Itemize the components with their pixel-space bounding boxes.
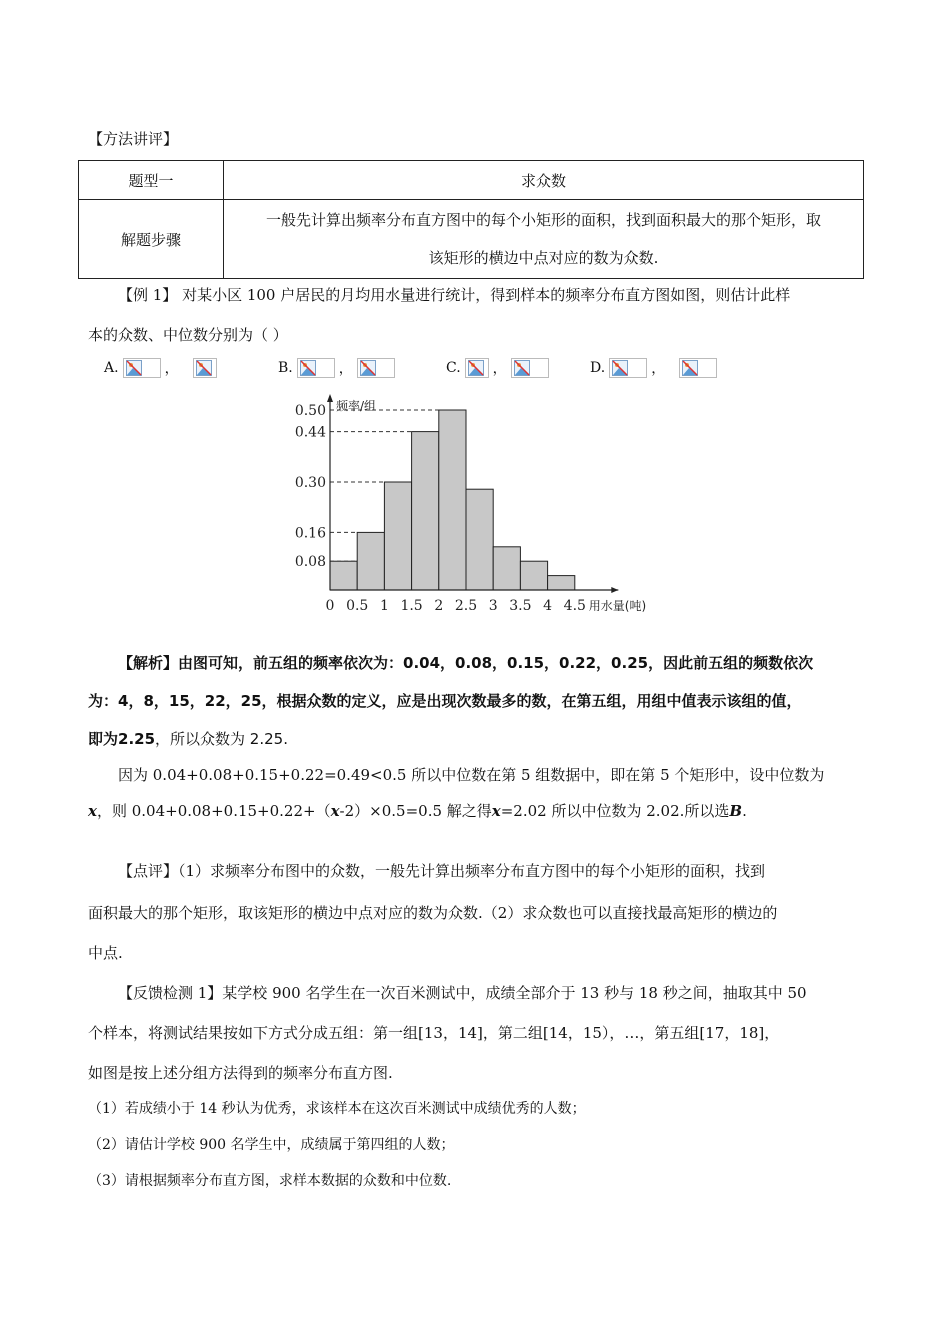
histogram-bar <box>330 561 357 590</box>
broken-image-icon <box>511 358 549 378</box>
comment-line: 中点. <box>88 944 123 962</box>
histogram-bar <box>493 547 520 590</box>
broken-image-icon <box>357 358 395 378</box>
x-tick-label: 1 <box>379 598 389 614</box>
histogram-bar <box>520 561 547 590</box>
analysis-median-line: 因为 0.04+0.08+0.15+0.22=0.49<0.5 所以中位数在第 5 组数据中，即在第 5 个矩形中，设中位数为 <box>118 766 825 784</box>
comment-line: 【点评】（1）求频率分布图中的众数，一般先计算出频率分布直方图中的每个小矩形的面积，找到 <box>118 862 766 880</box>
analysis-median-solve: x，则 0.04+0.08+0.15+0.22+（x-2）×0.5=0.5 解之得x=2.02 所以中位数为 2.02.所以选B. <box>88 802 747 820</box>
y-axis-arrow <box>327 394 333 402</box>
feedback-line: 【反馈检测 1】某学校 900 名学生在一次百米测试中，成绩全部介于 13 秒与 18 秒之间，抽取其中 50 <box>118 984 807 1002</box>
y-tick-label: 0.50 <box>294 403 326 419</box>
type-value: 求众数 <box>224 161 864 200</box>
broken-image-icon <box>465 358 489 378</box>
option-a[interactable] <box>104 358 217 378</box>
x-tick-label: 2.5 <box>454 598 478 614</box>
table-row <box>79 161 864 200</box>
option-sep: ， <box>651 361 666 377</box>
steps-label: 解题步骤 <box>79 200 224 279</box>
option-label: D. <box>590 360 606 376</box>
y-tick-label: 0.16 <box>294 525 326 542</box>
x-tick-label: 4.5 <box>563 598 586 614</box>
steps-line: 一般先计算出频率分布直方图中的每个小矩形的面积，找到面积最大的那个矩形，取 <box>265 211 821 229</box>
analysis-line: 【解析】由图可知，前五组的频率依次为：0.04，0.08，0.15，0.22，0.25，因此前五组的频数依次 <box>118 654 814 672</box>
steps-line: 该矩形的横边中点对应的数为众数. <box>428 249 659 267</box>
option-d[interactable] <box>590 358 717 378</box>
option-label: B. <box>278 360 293 376</box>
broken-image-icon <box>193 358 217 378</box>
analysis-line: 为：4，8，15，22，25，根据众数的定义，应是出现次数最多的数，在第五组，用组中值表示该组的值， <box>88 692 802 710</box>
y-tick-label: 0.08 <box>294 554 326 571</box>
histogram-bar <box>548 576 575 590</box>
histogram-bar <box>439 410 466 590</box>
histogram-bar <box>357 532 384 590</box>
example-question: 【例 1】 对某小区 100 户居民的月均用水量进行统计，得到样本的频率分布直方图如图，则估计此样 <box>118 286 791 304</box>
option-sep: ， <box>164 361 179 377</box>
option-label: A. <box>104 360 119 376</box>
feedback-question-2: （2）请估计学校 900 名学生中，成绩属于第四组的人数； <box>88 1137 455 1153</box>
example-question-cont: 本的众数、中位数分别为（ ） <box>88 326 288 344</box>
broken-image-icon <box>297 358 335 378</box>
x-tick-label: 3 <box>488 598 498 614</box>
x-axis-arrow <box>611 587 618 593</box>
broken-image-icon <box>123 358 161 378</box>
broken-image-icon <box>609 358 647 378</box>
x-tick-label: 4 <box>543 598 553 614</box>
x-tick-label: 3.5 <box>509 598 532 614</box>
x-axis-label: 用水量(吨) <box>588 599 647 613</box>
y-tick-label: 0.44 <box>294 424 326 441</box>
x-tick-label: 0.5 <box>346 598 369 614</box>
method-table <box>78 160 864 279</box>
option-sep: ， <box>338 361 353 377</box>
frequency-histogram <box>290 388 670 620</box>
feedback-line: 如图是按上述分组方法得到的频率分布直方图. <box>88 1064 393 1082</box>
x-tick-label: 2 <box>434 598 444 614</box>
steps-description <box>224 200 864 279</box>
feedback-question-3: （3）请根据频率分布直方图，求样本数据的众数和中位数. <box>88 1173 452 1189</box>
option-c[interactable] <box>446 358 549 378</box>
analysis-line: 即为2.25，所以众数为 2.25. <box>88 730 288 748</box>
x-tick-label: 0 <box>325 598 335 614</box>
section-title: 【方法讲评】 <box>88 130 179 148</box>
x-tick-label: 1.5 <box>400 598 423 614</box>
histogram-bar <box>384 482 411 590</box>
histogram-bar <box>412 432 439 590</box>
y-axis-label: 频率/组 <box>336 399 377 413</box>
feedback-line: 个样本，将测试结果按如下方式分成五组：第一组[13，14]，第二组[14，15），…，第五组[17，18]， <box>88 1024 780 1042</box>
table-row <box>79 200 864 279</box>
option-sep: ， <box>492 361 507 377</box>
type-label: 题型一 <box>79 161 224 200</box>
y-tick-label: 0.30 <box>294 475 326 491</box>
histogram-bar <box>466 489 493 590</box>
feedback-question-1: （1）若成绩小于 14 秒认为优秀，求该样本在这次百米测试中成绩优秀的人数； <box>88 1101 586 1117</box>
comment-line: 面积最大的那个矩形，取该矩形的横边中点对应的数为众数.（2）求众数也可以直接找最高矩形的横边的 <box>88 904 778 922</box>
option-b[interactable] <box>278 358 395 378</box>
option-label: C. <box>446 360 461 376</box>
broken-image-icon <box>679 358 717 378</box>
